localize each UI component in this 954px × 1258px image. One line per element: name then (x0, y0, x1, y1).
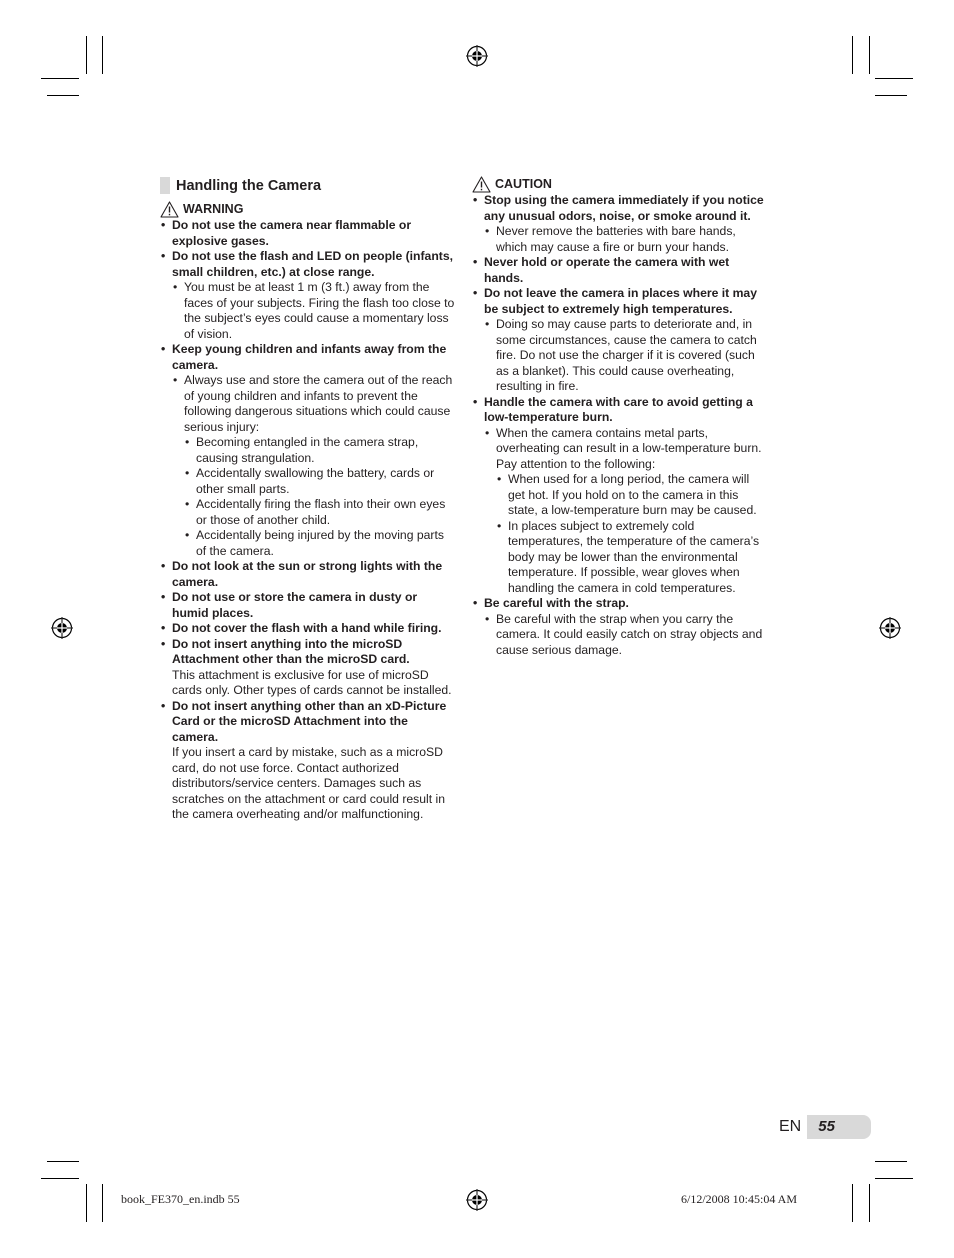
bullet-item: • Do not use or store the camera in dusty or humid places. (160, 590, 456, 621)
warning-triangle-icon (472, 176, 491, 193)
caution-label: CAUTION (495, 177, 552, 191)
bullet-item: • Do not leave the camera in places where it may be subject to extremely high temperatures. (472, 286, 768, 317)
left-column (160, 176, 456, 823)
bullet-item: • Never hold or operate the camera with wet hands. (472, 255, 768, 286)
sub-bullet-item: • Accidentally swallowing the battery, cards or other small parts. (160, 466, 456, 497)
section-marker (160, 177, 170, 194)
page-number: 55 (807, 1115, 871, 1139)
crop-mark (875, 1161, 907, 1162)
bullet-item: • Handle the camera with care to avoid getting a low-temperature burn. (472, 395, 768, 426)
section-title-text: Handling the Camera (176, 178, 322, 194)
language-code: EN (779, 1118, 802, 1135)
crop-mark (102, 36, 103, 74)
caution-heading (472, 175, 768, 193)
crop-mark (47, 95, 79, 96)
right-column (472, 175, 768, 658)
registration-mark-icon (51, 617, 73, 639)
sub-bullet-item: • When the camera contains metal parts, overheating can result in a low-temperature burn. Pay attention to the following: (472, 426, 768, 473)
bullet-item: • Be careful with the strap. (472, 596, 768, 612)
sub-bullet-item: • Accidentally firing the flash into their own eyes or those of another child. (160, 497, 456, 528)
bullet-item: • Do not insert anything into the microSD Attachment other than the microSD card. (160, 637, 456, 668)
note-paragraph: This attachment is exclusive for use of microSD cards only. Other types of cards cannot be installed. (172, 667, 452, 697)
crop-mark (875, 78, 913, 79)
bullet-item: • Do not look at the sun or strong lights with the camera. (160, 559, 456, 590)
crop-mark (852, 36, 853, 74)
warning-triangle-icon (160, 201, 179, 218)
warning-label: WARNING (183, 202, 244, 216)
registration-mark-icon (466, 45, 488, 67)
sub-bullet-item: • You must be at least 1 m (3 ft.) away from the faces of your subjects. Firing the flash too close to the subject’s eyes could cause a momentary loss of vision. (160, 280, 456, 342)
section-title (160, 176, 456, 196)
sub-bullet-item: • Doing so may cause parts to deteriorate and, in some circumstances, cause the camera to catch fire. Do not use the charger if it is covered (such as a blanket). This could cause overheating, resulting in fire. (472, 317, 768, 395)
sub-bullet-item: • Becoming entangled in the camera strap, causing strangulation. (160, 435, 456, 466)
bullet-item: • Do not cover the flash with a hand while firing. (160, 621, 456, 637)
sub-bullet-item: • In places subject to extremely cold temperatures, the temperature of the camera’s body may be lower than the environmental temperature. If possible, wear gloves when handling the camera in cold temperatures. (472, 519, 768, 597)
sub-bullet-item: • Be careful with the strap when you carry the camera. It could easily catch on stray objects and cause serious damage. (472, 612, 768, 659)
bullet-item: • Do not use the camera near flammable or explosive gases. (160, 218, 456, 249)
bullet-item: • Keep young children and infants away from the camera. (160, 342, 456, 373)
crop-mark (47, 1161, 79, 1162)
bullet-item: • Do not insert anything other than an xD-Picture Card or the microSD Attachment into the camera. (160, 699, 456, 746)
crop-mark (852, 1184, 853, 1222)
registration-mark-icon (879, 617, 901, 639)
crop-mark (869, 36, 870, 74)
warning-heading (160, 200, 456, 218)
crop-mark (875, 95, 907, 96)
crop-mark (86, 1184, 87, 1222)
sub-bullet-item: • Accidentally being injured by the moving parts of the camera. (160, 528, 456, 559)
bullet-item: • Do not use the flash and LED on people (infants, small children, etc.) at close range. (160, 249, 456, 280)
note-paragraph: If you insert a card by mistake, such as a microSD card, do not use force. Contact authorized distributors/service centers. Damages such as scratches on the attachment or card could result in the camera overheating and/or malfunctioning. (172, 745, 446, 821)
sub-bullet-item: • Always use and store the camera out of the reach of young children and infants to prevent the following dangerous situations which could cause serious injury: (160, 373, 456, 435)
sub-bullet-item: • Never remove the batteries with bare hands, which may cause a fire or burn your hands. (472, 224, 768, 255)
crop-mark (86, 36, 87, 74)
crop-mark (102, 1184, 103, 1222)
crop-mark (869, 1184, 870, 1222)
crop-mark (41, 78, 79, 79)
file-slug: book_FE370_en.indb 55 (121, 1192, 240, 1206)
sub-bullet-item: • When used for a long period, the camera will get hot. If you hold on to the camera in this state, a low-temperature burn may be caused. (472, 472, 768, 519)
print-timestamp: 6/12/2008 10:45:04 AM (681, 1192, 798, 1206)
caution-list (472, 193, 768, 658)
page-number-block (779, 1115, 871, 1139)
registration-mark-icon (466, 1189, 488, 1211)
crop-mark (875, 1178, 913, 1179)
warning-list (160, 218, 456, 823)
bullet-item: • Stop using the camera immediately if you notice any unusual odors, noise, or smoke around it. (472, 193, 768, 224)
crop-mark (41, 1178, 79, 1179)
